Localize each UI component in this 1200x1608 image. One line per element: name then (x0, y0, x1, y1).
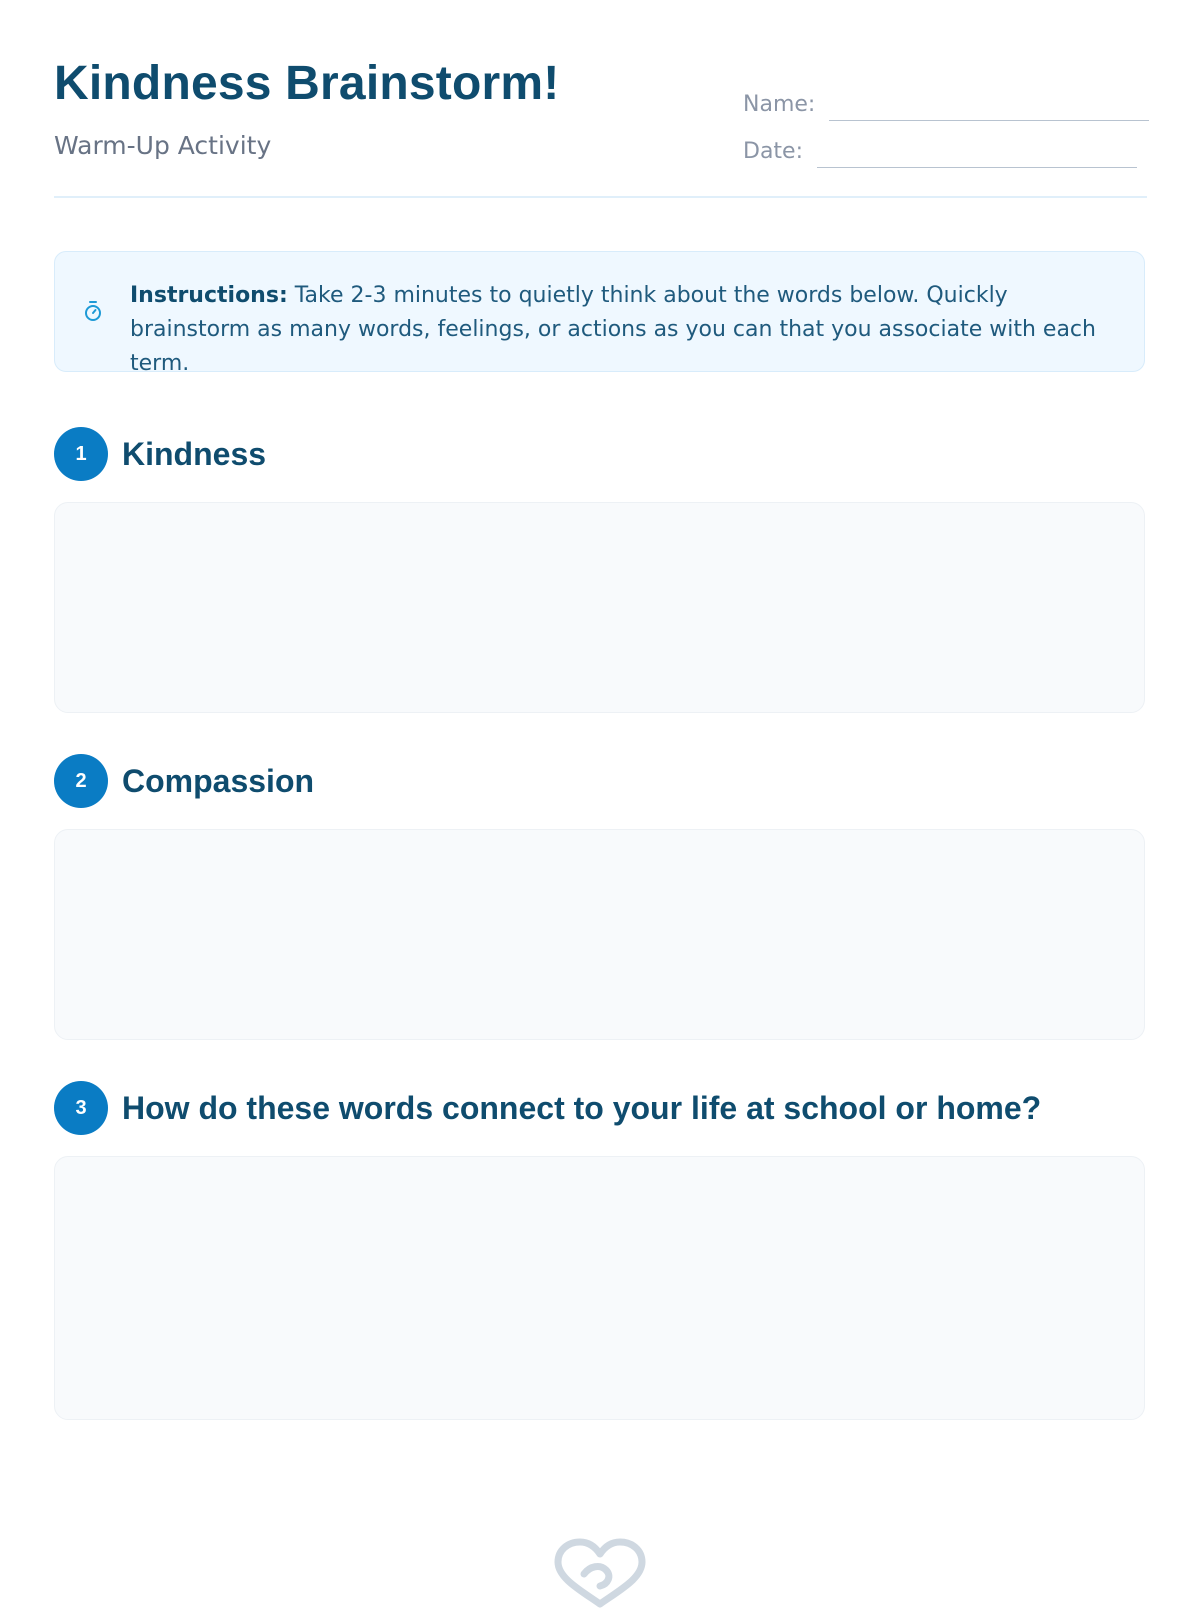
section-number-badge: 2 (54, 754, 108, 808)
name-input-line[interactable] (829, 90, 1149, 121)
section-header (54, 754, 1147, 808)
worksheet-header (54, 0, 1147, 198)
answer-box-compassion[interactable] (54, 829, 1145, 1040)
section-title: How do these words connect to your life at school or home? (122, 1089, 1042, 1126)
instructions-label: Instructions: (130, 283, 288, 308)
section-compassion (54, 754, 1147, 808)
section-header (54, 427, 1147, 481)
page-subtitle: Warm-Up Activity (54, 131, 272, 160)
section-connection (54, 1081, 1147, 1135)
section-title: Compassion (122, 762, 315, 799)
instructions-box (54, 251, 1145, 376)
date-field (743, 137, 1137, 168)
stopwatch-icon (83, 300, 103, 322)
answer-box-kindness[interactable] (54, 502, 1145, 713)
section-header (54, 1081, 1147, 1135)
date-input-line[interactable] (817, 137, 1137, 168)
answer-box-connection[interactable] (54, 1156, 1145, 1420)
name-label: Name: (743, 92, 816, 117)
section-title: Kindness (122, 435, 267, 472)
instructions-body: Take 2-3 minutes to quietly think about the words below. Quickly brainstorm as many words, feelings, or actions as you can that you associate with each term. (130, 283, 1096, 376)
instructions-text (130, 279, 1130, 381)
page-title: Kindness Brainstorm! (54, 57, 560, 110)
date-label: Date: (743, 139, 803, 164)
section-number-badge: 3 (54, 1081, 108, 1135)
worksheet-page (54, 0, 1147, 1126)
heart-outline-icon (550, 1538, 650, 1608)
name-field (743, 90, 1149, 121)
section-number-badge: 1 (54, 427, 108, 481)
section-kindness (54, 427, 1147, 481)
